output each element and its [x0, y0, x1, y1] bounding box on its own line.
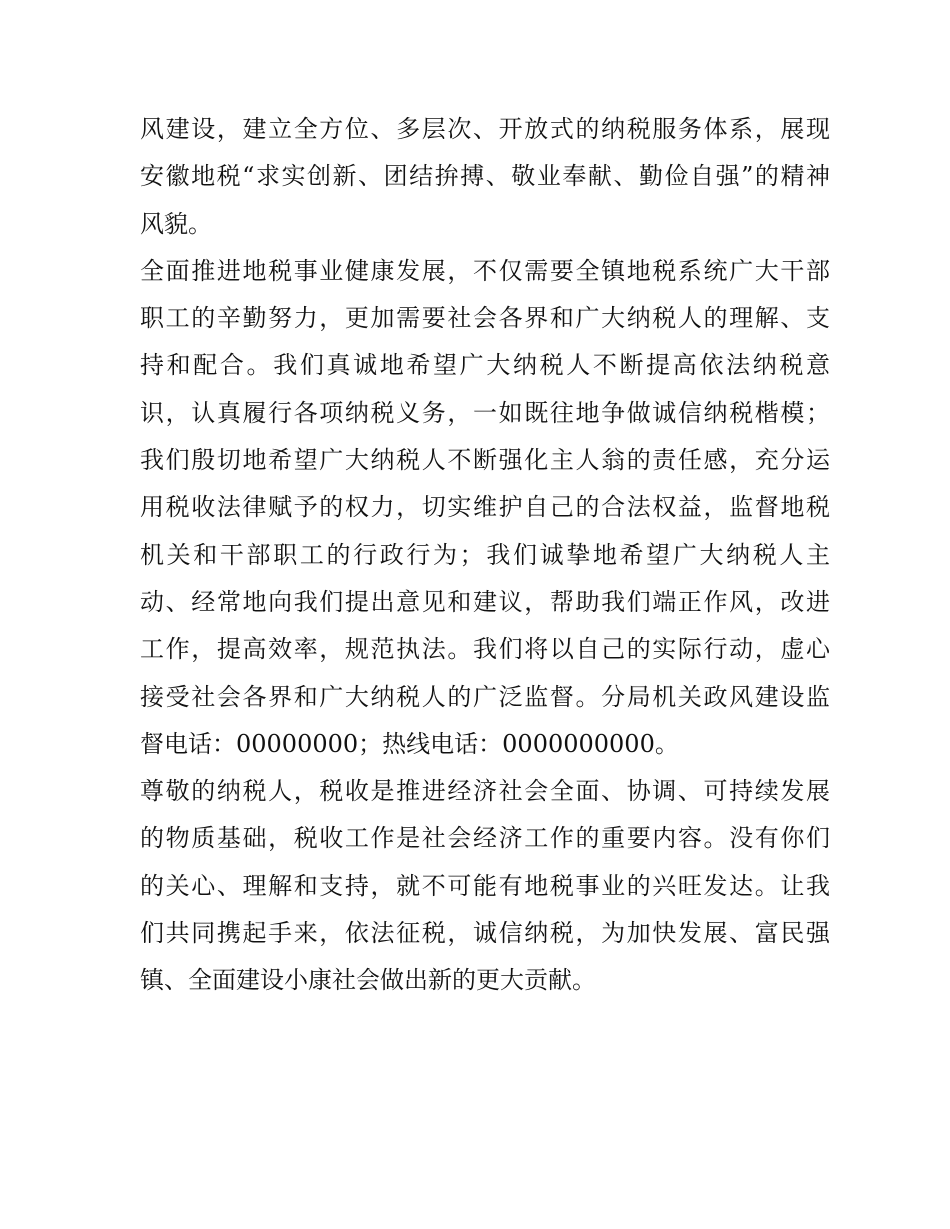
paragraph-2-line-6: 用税收法律赋予的权力，切实维护自己的合法权益，监督地税 — [140, 493, 830, 522]
paragraph-1-line-2: 安徽地税“求实创新、团结拚搏、敬业奉献、勤俭自强”的精神 — [140, 162, 830, 191]
paragraph-2-line-5: 我们殷切地希望广大纳税人不断强化主人翁的责任感，充分运 — [140, 446, 830, 475]
paragraph-1-line-1: 风建设，建立全方位、多层次、开放式的纳税服务体系，展现 — [140, 115, 830, 143]
paragraph-2-line-9: 工作，提高效率，规范执法。我们将以自己的实际行动，虚心 — [140, 635, 830, 664]
paragraph-2-line-4: 识，认真履行各项纳税义务，一如既往地争做诚信纳税楷模； — [140, 398, 830, 427]
paragraph-3-line-5: 镇、全面建设小康社会做出新的更大贡献。 — [140, 966, 596, 995]
paragraph-2-line-11: 督电话：00000000；热线电话：0000000000。 — [140, 729, 679, 758]
paragraph-1-line-3: 风貌。 — [140, 209, 212, 238]
paragraph-2-line-3: 持和配合。我们真诚地希望广大纳税人不断提高依法纳税意 — [140, 351, 830, 380]
paragraph-2-line-10: 接受社会各界和广大纳税人的广泛监督。分局机关政风建设监 — [140, 682, 830, 711]
paragraph-2-line-2: 职工的辛勤努力，更加需要社会各界和广大纳税人的理解、支 — [140, 304, 830, 333]
paragraph-2-line-7: 机关和干部职工的行政行为；我们诚挚地希望广大纳税人主 — [140, 540, 830, 569]
paragraph-3-line-2: 的物质基础，税收工作是社会经济工作的重要内容。没有你们 — [140, 824, 830, 853]
document-body — [140, 106, 830, 1005]
paragraph-2-line-1: 全面推进地税事业健康发展，不仅需要全镇地税系统广大干部 — [140, 256, 830, 285]
paragraph-3-line-3: 的关心、理解和支持，就不可能有地税事业的兴旺发达。让我 — [140, 871, 830, 900]
paragraph-3-line-4: 们共同携起手来，依法征税，诚信纳税，为加快发展、富民强 — [140, 919, 830, 948]
paragraph-3-line-1: 尊敬的纳税人，税收是推进经济社会全面、协调、可持续发展 — [140, 777, 830, 806]
paragraph-2-line-8: 动、经常地向我们提出意见和建议，帮助我们端正作风，改进 — [140, 587, 830, 616]
